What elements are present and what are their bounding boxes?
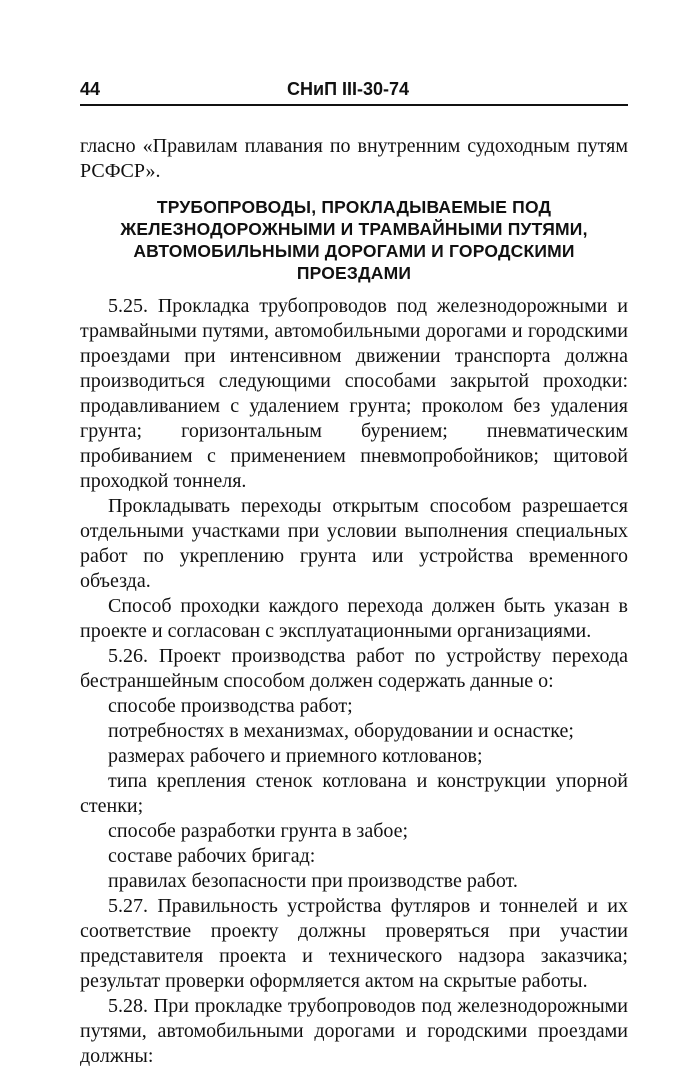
- list-item: способе разработки грунта в забое;: [108, 820, 409, 842]
- project-contents-list: [80, 694, 628, 894]
- section-title: [80, 196, 628, 284]
- section-title-line: ЖЕЛЕЗНОДОРОЖНЫМИ И ТРАМВАЙНЫМИ ПУТЯМИ,: [120, 219, 588, 239]
- list-item: потребностях в механизмах, оборудовании и оснастке;: [108, 720, 574, 742]
- section-title-line: АВТОМОБИЛЬНЫМИ ДОРОГАМИ И ГОРОДСКИМИ: [133, 241, 575, 261]
- list-item: составе рабочих бригад:: [108, 845, 316, 867]
- list-item: типа крепления стенок котлована и конструкции упорной стенки;: [80, 770, 628, 817]
- running-head: СНиП III-30-74: [287, 79, 410, 99]
- page-header: [80, 74, 628, 104]
- paragraph-5-26: 5.26. Проект производства работ по устройству перехода бестраншейным способом должен содержать данные о:: [80, 645, 628, 692]
- paragraph-5-25-method-approval: Способ проходки каждого перехода должен быть указан в проекте и согласован с эксплуатационными организациями.: [80, 595, 628, 642]
- intro-paragraph: гласно «Правилам плавания по внутренним судоходным путям РСФСР».: [80, 135, 628, 182]
- paragraph-5-27: 5.27. Правильность устройства футляров и тоннелей и их соответствие проекту должны проверяться при участии представителя проекта и технического надзора заказчика; результат проверки оформляется актом на скрытые работы.: [80, 895, 628, 992]
- header-rule: [80, 104, 628, 106]
- page-number: 44: [80, 79, 101, 99]
- list-item: размерах рабочего и приемного котлованов;: [108, 745, 483, 767]
- list-item: способе производства работ;: [108, 695, 353, 717]
- section-title-line: ТРУБОПРОВОДЫ, ПРОКЛАДЫВАЕМЫЕ ПОД: [156, 197, 552, 217]
- paragraph-5-28: 5.28. При прокладке трубопроводов под железнодорожными путями, автомобильными дорогами и городскими проездами должны:: [80, 995, 628, 1067]
- document-page: [80, 74, 628, 1069]
- section-title-line: ПРОЕЗДАМИ: [296, 263, 412, 283]
- paragraph-5-25-open-method: Прокладывать переходы открытым способом разрешается отдельными участками при условии выполнения специальных работ по укреплению грунта или устройства временного объезда.: [80, 495, 628, 592]
- list-item: правилах безопасности при производстве работ.: [108, 870, 518, 892]
- paragraph-5-25: 5.25. Прокладка трубопроводов под железнодорожными и трамвайными путями, автомобильными дорогами и городскими проездами при интенсивном движении транспорта должна производиться следующими способами закрытой проходки: продавливанием с удалением грунта; проколом без удаления грунта; горизонтальным бурением; пневматическим пробиванием с применением пневмопробойников; щитовой проходкой тоннеля.: [80, 295, 628, 492]
- body-text: [80, 134, 628, 1069]
